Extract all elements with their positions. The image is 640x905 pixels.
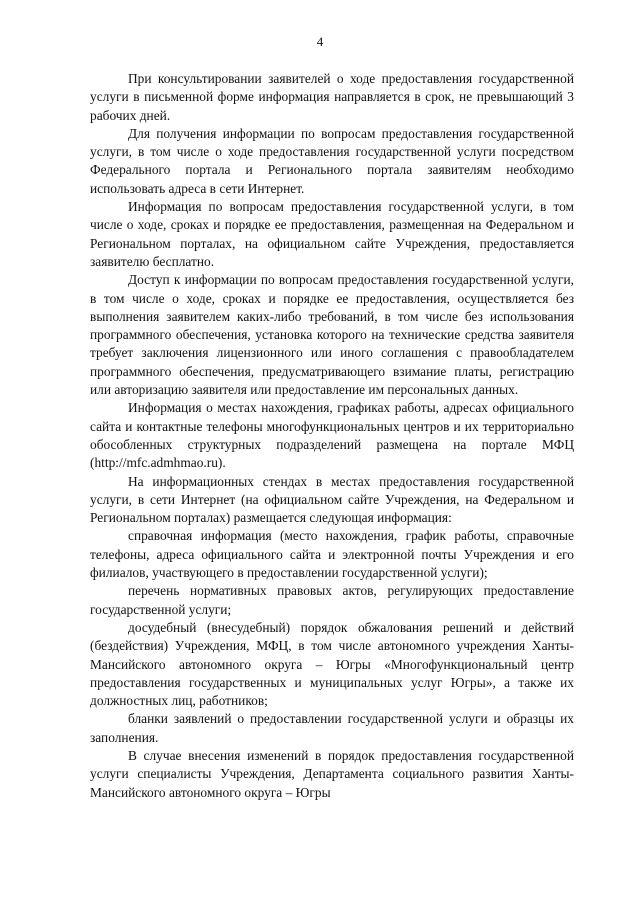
paragraph-legal-acts: перечень нормативных правовых актов, регулирующих предоставление государственной услуги;: [90, 583, 574, 617]
page-number: 4: [316, 34, 324, 49]
paragraph-reference-info: справочная информация (место нахождения, график работы, справочные телефоны, адреса официального сайта и электронной почты Учреждения и его филиалов, участвующего в предоставлении государственной услуги);: [90, 528, 574, 581]
paragraph-mfc-locations: Информация о местах нахождения, графиках работы, адресах официального сайта и контактные телефоны многофункциональных центров и их территориально обособленных структурных подразделений размещена на портале МФЦ (http://mfc.admhmao.ru).: [90, 400, 574, 471]
paragraph-free-info: Информация по вопросам предоставления государственной услуги, в том числе о ходе, сроках и порядке ее предоставления, размещенная на Федеральном и Региональном порталах, на официальном сайте Учреждения, предоставляется заявителю бесплатно.: [90, 199, 574, 269]
paragraph-appeal-procedure: досудебный (внесудебный) порядок обжалования решений и действий (бездействия) Учреждения, МФЦ, в том числе автономного учреждения Ханты-Мансийского автономного округа – Югры «Многофункциональный центр предоставления государственных и муниципальных услуг Югры», а также их должностных лиц, работников;: [90, 619, 574, 709]
paragraph-changes: В случае внесения изменений в порядок предоставления государственной услуги специалисты Учреждения, Департамента социального развития Ханты-Мансийского автономного округа – Югры: [90, 747, 574, 800]
paragraph-access-info: Доступ к информации по вопросам предоставления государственной услуги, в том числе о ходе, сроках и порядке ее предоставления, осуществляется без выполнения заявителем каких-либо требований, в том числе без использования программного обеспечения, установка которого на технические средства заявителя требует заключения лицензионного или иного соглашения с правообладателем программного обеспечения, предусматривающего взимание платы, регистрацию или авторизацию заявителя или предоставление им персональных данных.: [90, 272, 574, 398]
paragraph-portal-info: Для получения информации по вопросам предоставления государственной услуги, в том числе о ходе предоставления государственной услуги посредством Федерального портала и Регионального портала заявителям необходимо использовать адреса в сети Интернет.: [90, 125, 574, 196]
document-body: [90, 70, 574, 802]
paragraph-info-stands: На информационных стендах в местах предоставления государственной услуги, в сети Интернет (на официальном сайте Учреждения, на Федеральном и Региональном порталах) размещается следующая информация:: [90, 473, 574, 526]
paragraph-consultation-written: При консультировании заявителей о ходе предоставления государственной услуги в письменной форме информация направляется в срок, не превышающий 3 рабочих дней.: [90, 71, 574, 123]
paragraph-application-forms: бланки заявлений о предоставлении государственной услуги и образцы их заполнения.: [90, 711, 574, 745]
